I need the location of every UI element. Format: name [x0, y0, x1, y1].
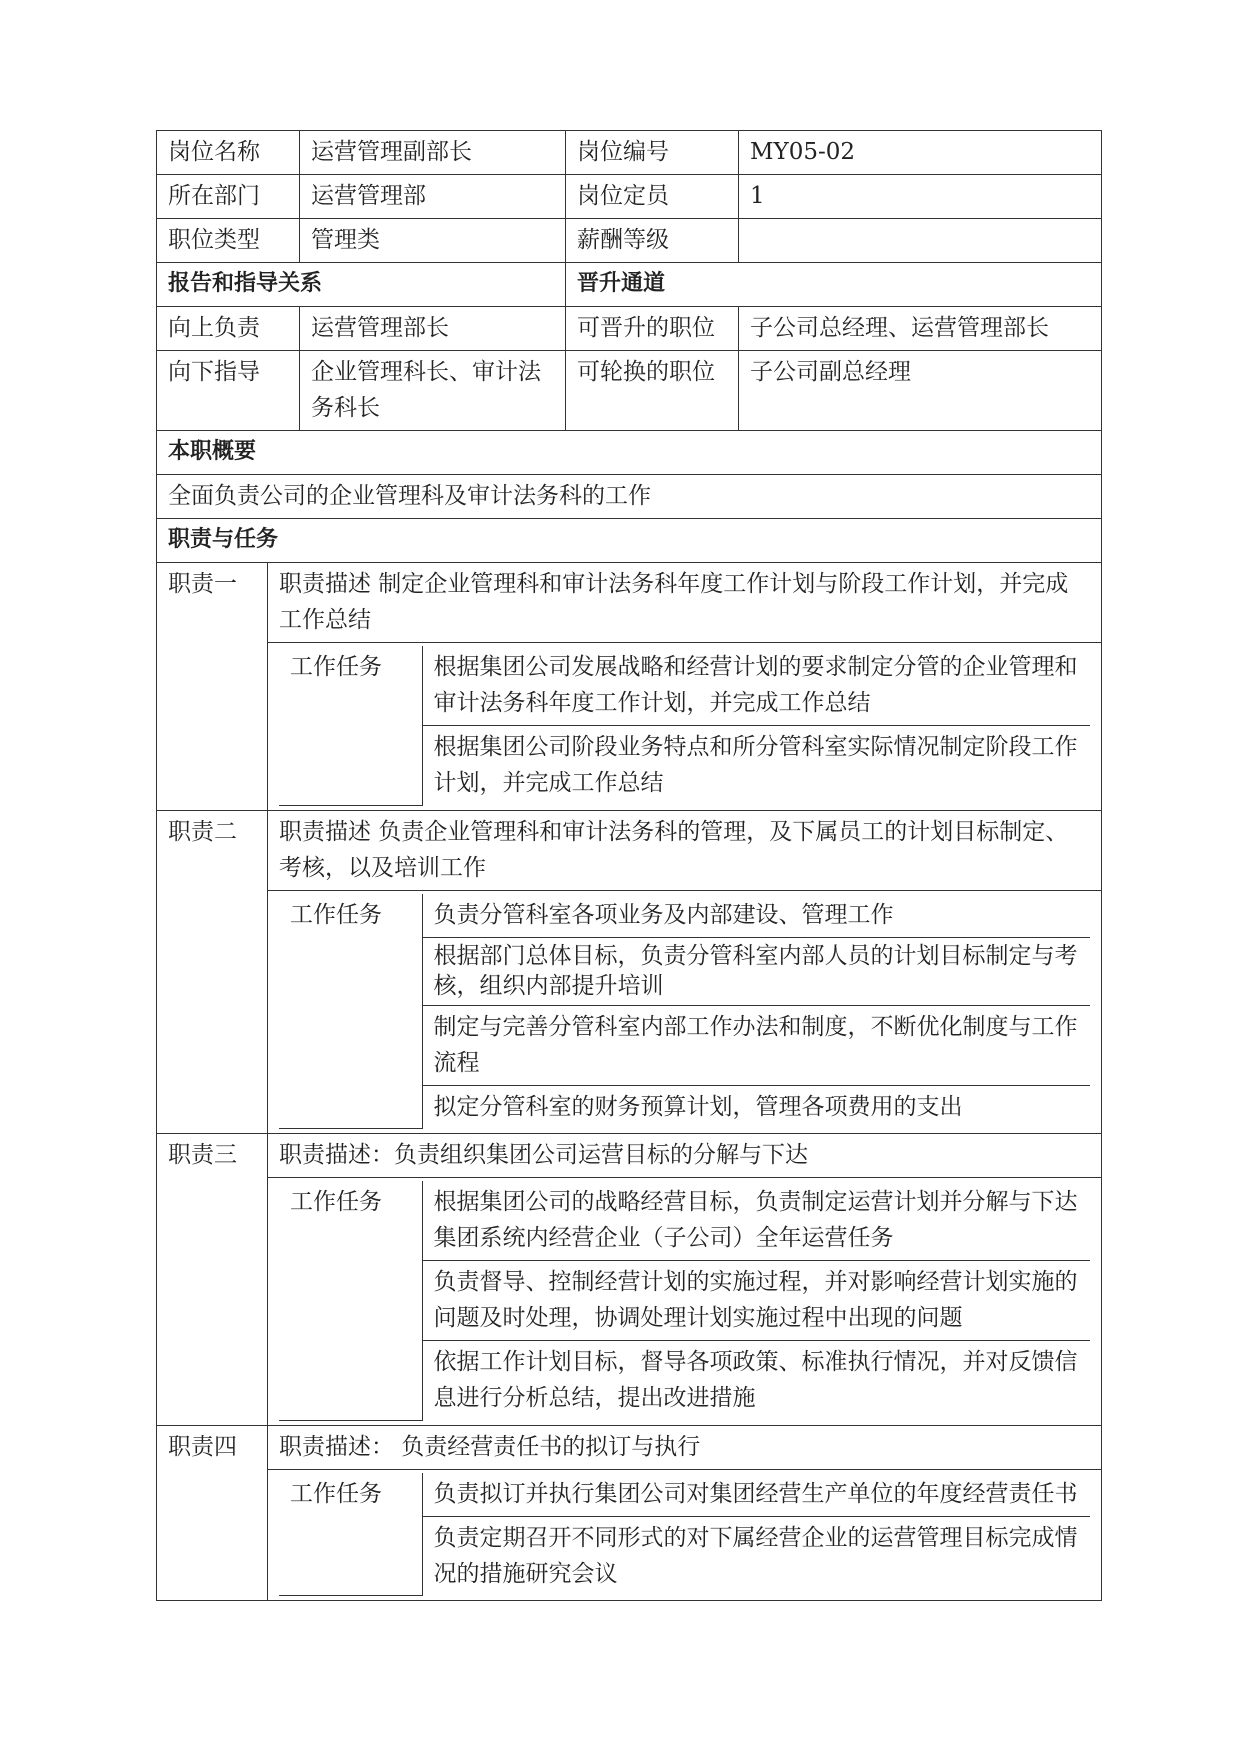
task-item: 根据集团公司阶段业务特点和所分管科室实际情况制定阶段工作计划，并完成工作总结	[422, 726, 1090, 806]
duty-tasks-row	[157, 1178, 1102, 1426]
task-label: 工作任务	[279, 1181, 422, 1420]
task-row	[279, 1181, 1090, 1261]
post-code-label: 岗位编号	[566, 131, 739, 175]
task-item: 根据集团公司的战略经营目标，负责制定运营计划并分解与下达集团系统内经营企业（子公司）全年运营任务	[422, 1181, 1090, 1261]
task-item: 负责定期召开不同形式的对下属经营企业的运营管理目标完成情况的措施研究会议	[422, 1516, 1090, 1596]
downward-label: 向下指导	[157, 351, 300, 431]
task-row	[279, 1473, 1090, 1517]
duty-label: 职责三	[157, 1134, 268, 1426]
duty-label: 职责一	[157, 563, 268, 811]
row-post-name	[157, 131, 1102, 175]
post-name-label: 岗位名称	[157, 131, 300, 175]
duty-row	[157, 1134, 1102, 1178]
duty-description: 职责描述：负责组织集团公司运营目标的分解与下达	[268, 1134, 1102, 1178]
row-category	[157, 219, 1102, 263]
duty-label: 职责二	[157, 810, 268, 1134]
salary-value	[739, 219, 1102, 263]
promote-value: 子公司总经理、运营管理部长	[739, 307, 1102, 351]
duty-description: 职责描述： 负责经营责任书的拟订与执行	[268, 1425, 1102, 1469]
promotion-heading: 晋升通道	[566, 263, 1102, 307]
duty-label: 职责四	[157, 1425, 268, 1601]
headcount-label: 岗位定员	[566, 175, 739, 219]
duty-tasks-cell	[268, 643, 1102, 811]
task-item: 根据集团公司发展战略和经营计划的要求制定分管的企业管理和审计法务科年度工作计划，并完成工作总结	[422, 646, 1090, 726]
duty-row	[157, 810, 1102, 890]
task-item: 负责督导、控制经营计划的实施过程，并对影响经营计划实施的问题及时处理，协调处理计划实施过程中出现的问题	[422, 1261, 1090, 1341]
task-item: 依据工作计划目标，督导各项政策、标准执行情况，并对反馈信息进行分析总结，提出改进措施	[422, 1341, 1090, 1421]
rotate-value: 子公司副总经理	[739, 351, 1102, 431]
promote-label: 可晋升的职位	[566, 307, 739, 351]
task-item: 负责拟订并执行集团公司对集团经营生产单位的年度经营责任书	[422, 1473, 1090, 1517]
task-row	[279, 894, 1090, 938]
duty-tasks-row	[157, 1469, 1102, 1601]
row-summary-text	[157, 475, 1102, 519]
category-label: 职位类型	[157, 219, 300, 263]
duty-tasks-row	[157, 643, 1102, 811]
salary-label: 薪酬等级	[566, 219, 739, 263]
summary-heading: 本职概要	[157, 431, 1102, 475]
duty-tasks-cell	[268, 1469, 1102, 1601]
row-duties-heading	[157, 519, 1102, 563]
task-label: 工作任务	[279, 894, 422, 1129]
upward-label: 向上负责	[157, 307, 300, 351]
duty-row	[157, 1425, 1102, 1469]
task-item: 拟定分管科室的财务预算计划，管理各项费用的支出	[422, 1085, 1090, 1129]
row-department	[157, 175, 1102, 219]
task-table	[279, 1181, 1090, 1421]
department-label: 所在部门	[157, 175, 300, 219]
post-name-value: 运营管理副部长	[300, 131, 566, 175]
row-summary-heading	[157, 431, 1102, 475]
duty-tasks-row	[157, 890, 1102, 1134]
duty-description: 职责描述 制定企业管理科和审计法务科年度工作计划与阶段工作计划，并完成工作总结	[268, 563, 1102, 643]
summary-text: 全面负责公司的企业管理科及审计法务科的工作	[157, 475, 1102, 519]
task-label: 工作任务	[279, 1473, 422, 1596]
duty-tasks-cell	[268, 1178, 1102, 1426]
task-table	[279, 646, 1090, 806]
task-table	[279, 894, 1090, 1130]
task-item: 制定与完善分管科室内部工作办法和制度，不断优化制度与工作流程	[422, 1005, 1090, 1085]
task-row	[279, 646, 1090, 726]
downward-value: 企业管理科长、审计法务科长	[300, 351, 566, 431]
task-item: 负责分管科室各项业务及内部建设、管理工作	[422, 894, 1090, 938]
task-item: 根据部门总体目标，负责分管科室内部人员的计划目标制定与考核，组织内部提升培训	[422, 937, 1090, 1005]
task-label: 工作任务	[279, 646, 422, 805]
task-table	[279, 1473, 1090, 1597]
category-value: 管理类	[300, 219, 566, 263]
duty-row	[157, 563, 1102, 643]
duty-tasks-cell	[268, 890, 1102, 1134]
row-upward	[157, 307, 1102, 351]
post-code-value: MY05-02	[739, 131, 1102, 175]
upward-value: 运营管理部长	[300, 307, 566, 351]
report-heading: 报告和指导关系	[157, 263, 566, 307]
duty-description: 职责描述 负责企业管理科和审计法务科的管理，及下属员工的计划目标制定、考核，以及培训工作	[268, 810, 1102, 890]
row-downward	[157, 351, 1102, 431]
job-description-table	[156, 130, 1102, 1601]
rotate-label: 可轮换的职位	[566, 351, 739, 431]
duties-heading: 职责与任务	[157, 519, 1102, 563]
headcount-value: 1	[739, 175, 1102, 219]
department-value: 运营管理部	[300, 175, 566, 219]
row-relations-heading	[157, 263, 1102, 307]
